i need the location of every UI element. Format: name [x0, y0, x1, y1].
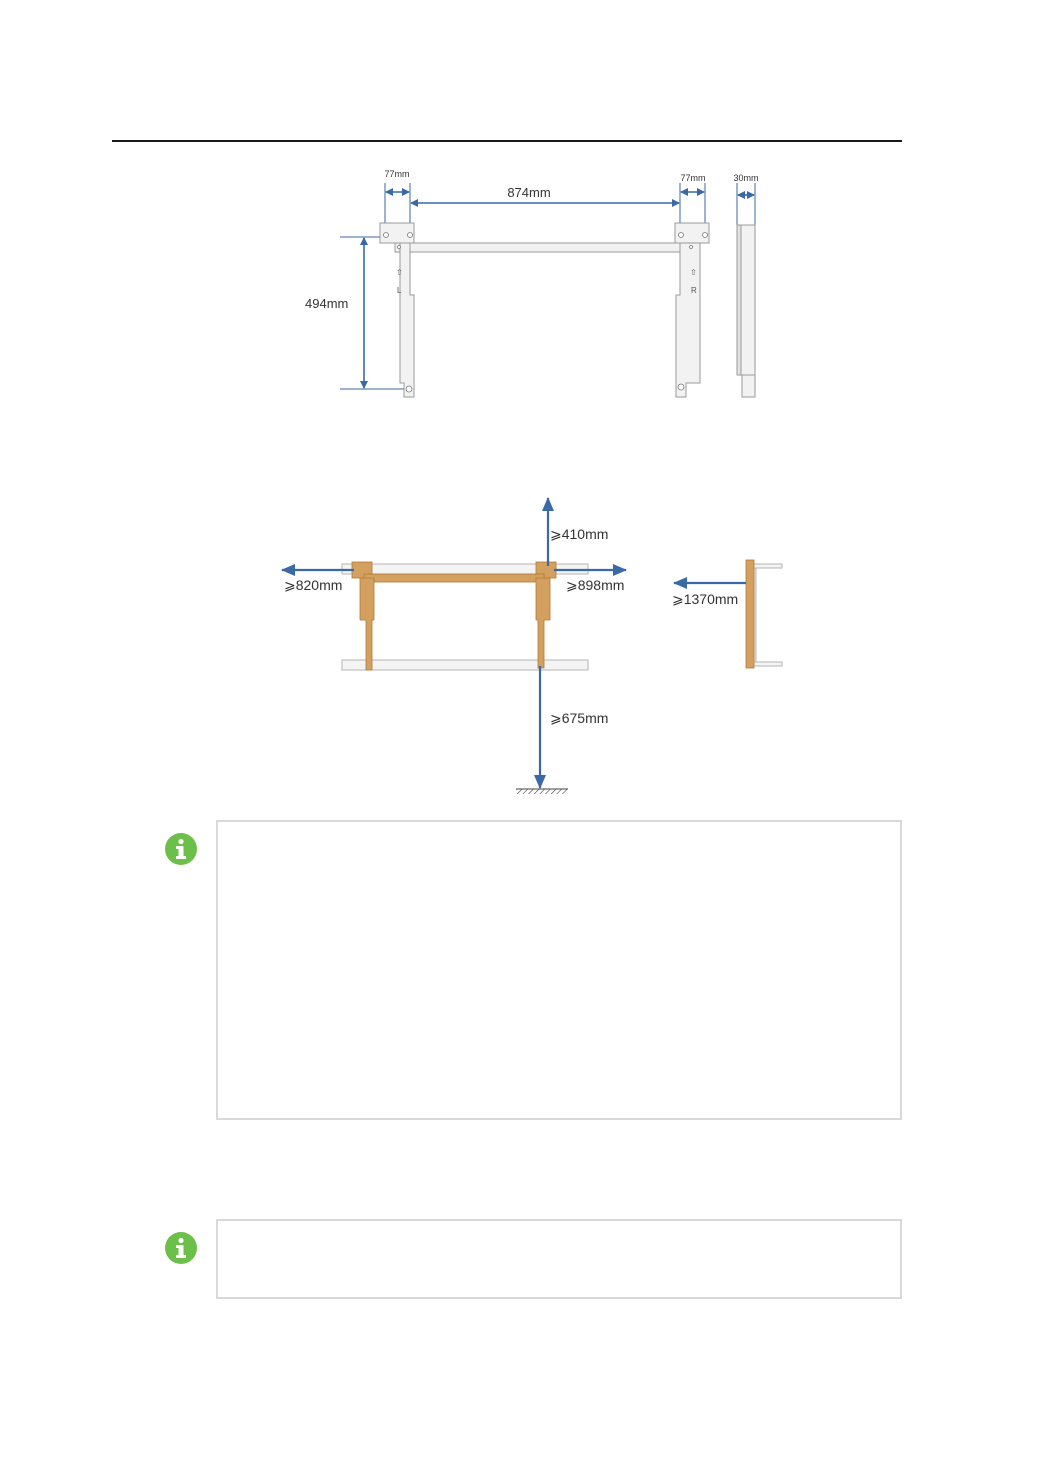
clearance-left-label: ⩾820mm [284, 577, 343, 593]
svg-text:⇧: ⇧ [396, 268, 403, 277]
clearance-arrows [282, 498, 746, 788]
dim-left-hole-label: 77mm [384, 169, 410, 179]
left-label: L [397, 286, 402, 295]
clearance-figure [272, 490, 792, 800]
note-box [216, 820, 902, 1120]
header-rule [112, 140, 902, 142]
note-box [216, 1219, 902, 1299]
info-icon [164, 832, 198, 866]
bracket-dimension-drawing [300, 165, 770, 405]
clearance-top-label: ⩾410mm [550, 526, 609, 542]
bracket-side-marks [396, 268, 697, 295]
info-icon [164, 1231, 198, 1265]
bracket-outline [380, 223, 755, 397]
dim-thickness-label: 30mm [733, 173, 759, 183]
svg-text:⇧: ⇧ [690, 268, 697, 277]
clearance-front-label: ⩾1370mm [672, 591, 739, 607]
floor-hatch [516, 789, 568, 794]
dim-height-label: 494mm [305, 296, 349, 311]
clearance-bottom-label: ⩾675mm [550, 710, 609, 726]
dim-right-hole-label: 77mm [680, 173, 706, 183]
bracket-dimension-figure [300, 165, 770, 405]
dim-span-label: 874mm [507, 185, 551, 200]
bracket-shape [352, 560, 754, 670]
mounting-holes [384, 233, 708, 393]
right-label: R [691, 286, 697, 295]
clearance-right-label: ⩾898mm [566, 577, 625, 593]
clearance-drawing [272, 490, 792, 800]
clearance-labels [284, 526, 738, 726]
